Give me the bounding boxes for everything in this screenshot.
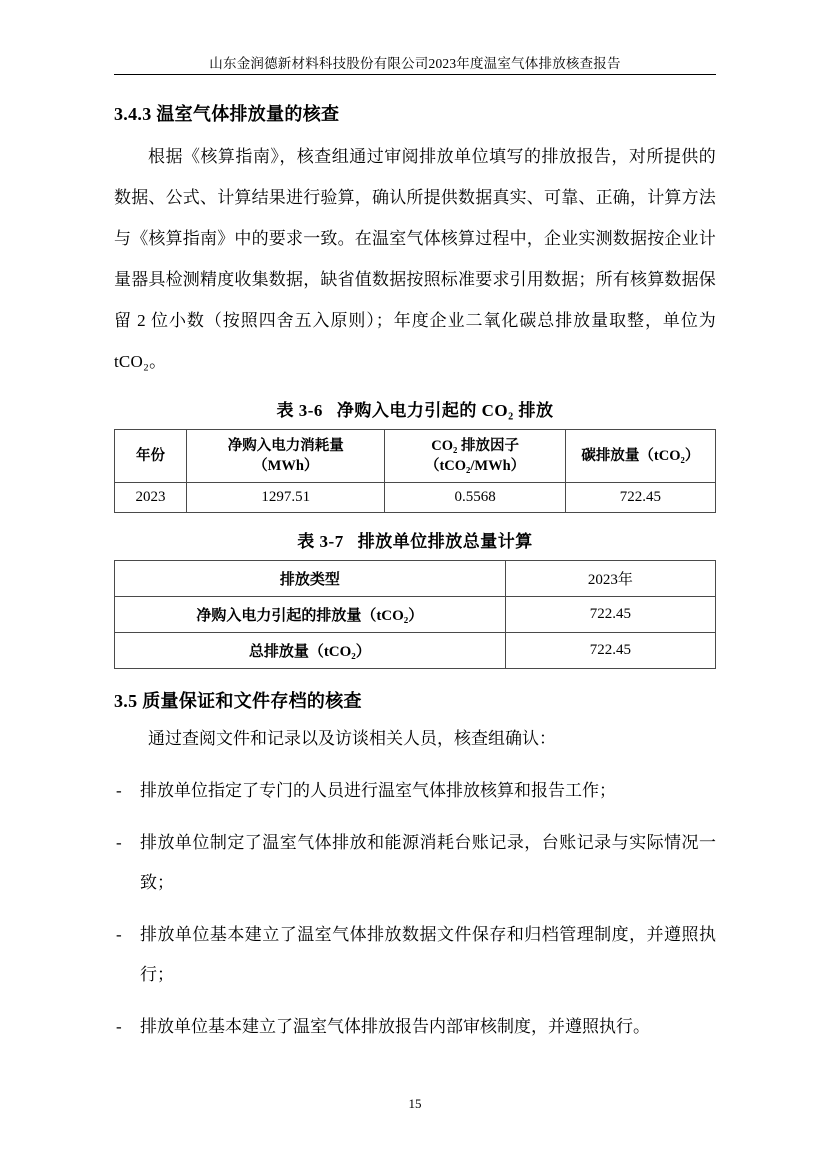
table-header-row [115,430,716,483]
bullet-dash: - [116,1017,122,1036]
list-item-text: 排放单位基本建立了温室气体排放报告内部审核制度，并遵照执行。 [140,1017,650,1036]
table-3-7-caption-title: 排放单位排放总量计算 [357,532,533,551]
table-row [115,597,716,633]
header-divider [114,74,716,75]
list-item-text: 排放单位基本建立了温室气体排放数据文件保存和归档管理制度，并遵照执行； [140,925,716,984]
col-header-emission-text: 碳排放量（tCO₂） [581,448,700,464]
page-number: 15 [408,1096,422,1111]
section-35-number: 3.5 [114,691,138,711]
section-number: 3.4.3 [114,104,152,124]
bullet-dash: - [116,833,122,852]
col-header-year: 年份 [115,430,187,483]
table-3-6-caption-label: 表 3-6 [276,401,323,420]
bullet-dash: - [116,925,122,944]
page-content [96,0,734,1174]
cell-factor: 0.5568 [385,483,565,513]
cell-emission: 722.45 [565,483,715,513]
section-35-intro: 通过查阅文件和记录以及访谈相关人员，核查组确认： [148,729,556,748]
table-row [115,483,716,513]
section-heading-35 [114,687,716,713]
table-3-7-caption [114,527,716,552]
cell-electricity: 1297.51 [187,483,385,513]
col-header-electricity [187,430,385,483]
col-header-factor [385,430,565,483]
document-body [114,100,716,1047]
cell-label-purchased-power: 净购入电力引起的排放量（tCO₂） [115,597,506,633]
list-item [114,1007,716,1047]
running-header: 山东金润德新材料科技股份有限公司2023年度温室气体排放核查报告 [209,56,621,71]
col-header-factor-l1: CO₂ 排放因子 [431,438,519,454]
table-row [115,633,716,669]
col-header-factor-l2: （tCO₂/MWh） [424,458,526,474]
col-header-electricity-l2: （MWh） [253,458,319,474]
list-item [114,771,716,811]
list-item [114,915,716,995]
bullet-dash: - [116,781,122,800]
list-item-text: 排放单位指定了专门的人员进行温室气体排放核算和报告工作； [140,781,616,800]
table-3-7 [114,560,716,669]
table-3-6-caption-title: 净购入电力引起的 CO₂ 排放 [336,401,554,420]
section-title: 温室气体排放量的核查 [156,104,340,124]
section-heading-343 [114,100,716,126]
col-header-emission [565,430,715,483]
section-35-title: 质量保证和文件存档的核查 [142,691,362,711]
col-header-electricity-l1: 净购入电力消耗量 [227,438,344,454]
section-paragraph: 根据《核算指南》，核查组通过审阅排放单位填写的排放报告，对所提供的数据、公式、计算结果进行验算，确认所提供数据真实、可靠、正确，计算方法与《核算指南》中的要求一致。在温室气体核算过程中，企业实测数据按企业计量器具检测精度收集数据，缺省值数据按照标准要求引用数据；所有核算数据保留 2 位小数（按照四舍五入原则）；年度企业二氧化碳总排放量取整，单位为 tCO₂。 [114,147,716,371]
cell-value-total: 722.45 [505,633,715,669]
table-3-6-caption [114,396,716,421]
cell-value-purchased-power: 722.45 [505,597,715,633]
col-header-emission-type: 排放类型 [115,561,506,597]
table-header-row [115,561,716,597]
cell-year: 2023 [115,483,187,513]
table-3-7-caption-label: 表 3-7 [297,532,344,551]
cell-label-total: 总排放量（tCO₂） [115,633,506,669]
list-item [114,823,716,903]
list-item-text: 排放单位制定了温室气体排放和能源消耗台账记录，台账记录与实际情况一致； [140,833,716,892]
table-3-6 [114,429,716,513]
col-header-2023: 2023年 [505,561,715,597]
